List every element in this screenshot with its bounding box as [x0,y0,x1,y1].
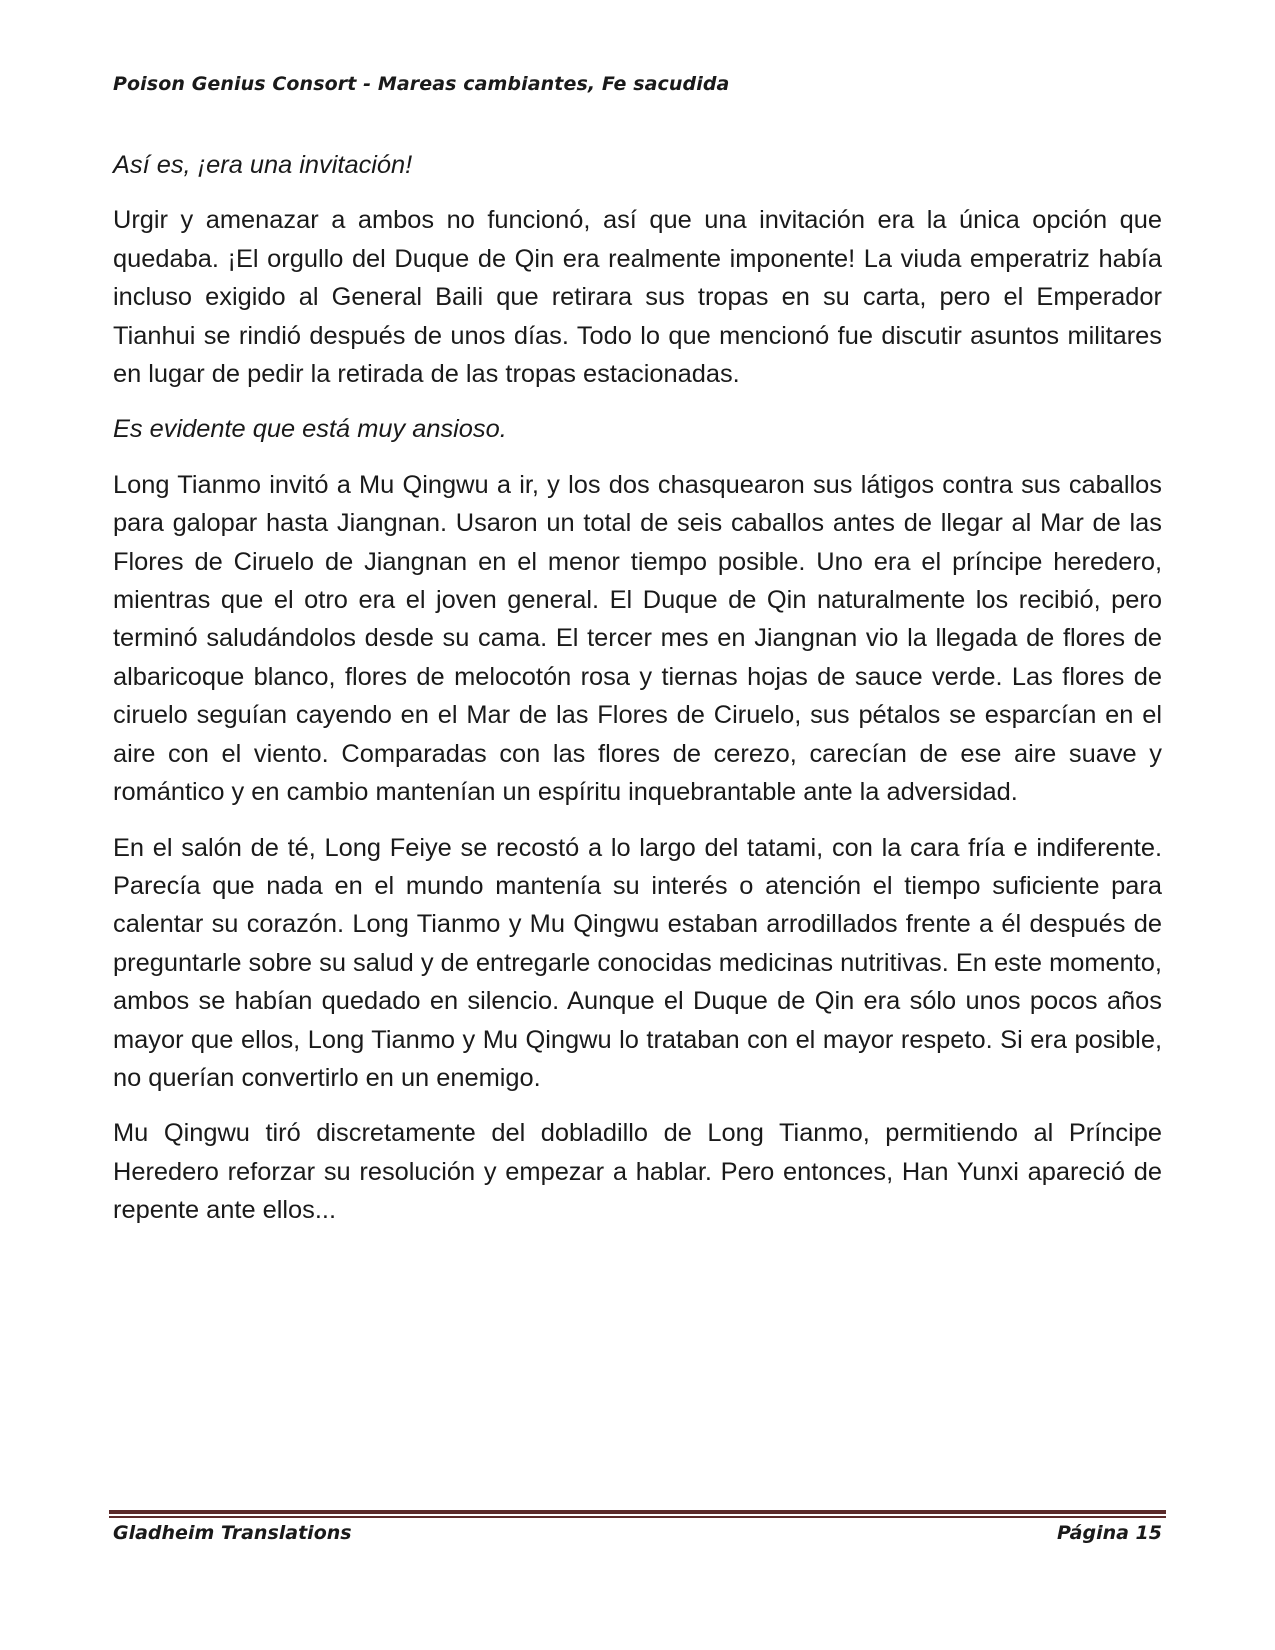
paragraph-6: Mu Qingwu tiró discretamente del dobladillo de Long Tianmo, permitiendo al Príncipe Heredero reforzar su resolución y empezar a hablar. Pero entonces, Han Yunxi apareció de repente ante ellos... [113,1119,1162,1225]
footer-divider-thin [109,1516,1166,1518]
paragraph-5: En el salón de té, Long Feiye se recostó a lo largo del tatami, con la cara fría e indiferente. Parecía que nada en el mundo mantenía su interés o atención el tiempo suficiente para calentar su corazón. Long Tianmo y Mu Qingwu estaban arrodillados frente a él después de preguntarle sobre su salud y de entregarle conocidas medicinas nutritivas. En este momento, ambos se habían quedado en silencio. Aunque el Duque de Qin era sólo unos pocos años mayor que ellos, Long Tianmo y Mu Qingwu lo trataban con el mayor respeto. Si era posible, no querían convertirlo en un enemigo. [113,833,1162,1092]
footer-page-number: Página 15 [1056,1522,1162,1544]
page-header-title: Poison Genius Consort - Mareas cambiantes, Fe sacudida [113,73,730,95]
document-body [113,146,1162,1230]
footer-divider-thick [109,1510,1166,1514]
paragraph-3: Es evidente que está muy ansioso. [113,415,507,444]
paragraph-1: Así es, ¡era una invitación! [113,151,413,179]
footer-publisher: Gladheim Translations [113,1522,352,1544]
paragraph-4: Long Tianmo invitó a Mu Qingwu a ir, y los dos chasquearon sus látigos contra sus caballos para galopar hasta Jiangnan. Usaron un total de seis caballos antes de llegar al Mar de las Flores de Ciruelo de Jiangnan en el menor tiempo posible. Uno era el príncipe heredero, mientras que el otro era el joven general. El Duque de Qin naturalmente los recibió, pero terminó saludándolos desde su cama. El tercer mes en Jiangnan vio la llegada de flores de albaricoque blanco, flores de melocotón rosa y tiernas hojas de sauce verde. Las flores de ciruelo seguían cayendo en el Mar de las Flores de Ciruelo, sus pétalos se esparcían en el aire con el viento. Comparadas con las flores de cerezo, carecían de ese aire suave y romántico y en cambio mantenían un espíritu inquebrantable ante la adversidad. [113,470,1162,807]
paragraph-2: Urgir y amenazar a ambos no funcionó, así que una invitación era la única opción que quedaba. ¡El orgullo del Duque de Qin era realmente imponente! La viuda emperatriz había incluso exigido al General Baili que retirara sus tropas en su carta, pero el Emperador Tianhui se rindió después de unos días. Todo lo que mencionó fue discutir asuntos militares en lugar de pedir la retirada de las tropas estacionadas. [113,206,1162,389]
